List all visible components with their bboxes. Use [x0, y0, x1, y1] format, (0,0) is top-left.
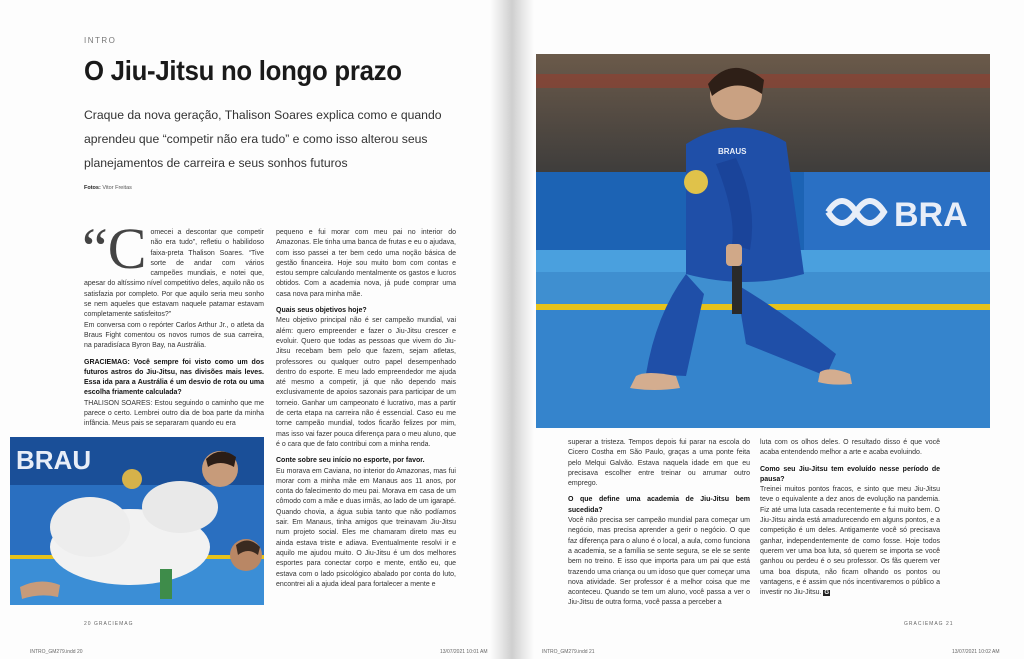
banner-text: BRAU: [16, 445, 92, 475]
paragraph: omecei a descontar que competir não era tudo”, refletiu o habilidoso faixa-preta Thalison Soares. “Tive sorte de andar com vários campeões mundiais, e notei que, apesar do altíssimo nível competitivo deles, aquilo não os satisfazia por completo. Por que aquilo seria meu sonho se nem aqueles que estavam naquele patamar estavam completamente satisfeitos?”: [84, 229, 264, 319]
answer: THALISON SOARES: Estou seguindo o caminho que me parece o certo. Lembrei outro dia de boa parte da minha infância. Meus pais se separaram quando eu era: [84, 399, 264, 428]
answer: Meu objetivo principal não é ser campeão mundial, vai além: quero empreender e fazer o Jiu-Jitsu crescer e evoluir. Quero que todas as pessoas que vivem do Jiu-Jitsu recebam bem pelo que fazem, sejam atletas, professores ou qualquer outro papel desempenhado dentro do esporte. E meu lado empreendedor me ajuda até mesmo a competir, já que não dependo mais exclusivamente de apoios sazonais para participar de um torneio. Ganhar um campeonato é lucrativo, mas a partir de certa etapa na carreira não é essencial. Caso eu me torne campeão mundial, todos ficarão felizes por mim, mas isso vai fazer pouca diferença para o meu aluno, que é o cara que de fato contribui com a minha renda.: [276, 317, 456, 448]
photo-credit-label: Fotos:: [84, 185, 101, 191]
gutter-shadow: [512, 0, 534, 659]
gutter-shadow: [490, 0, 512, 659]
deck-subtitle: Craque da nova geração, Thalison Soares explica como e quando aprendeu que “competir não era tudo” e como isso alterou seus planejamentos de carreira e seus sonhos futuros: [84, 108, 442, 170]
question: Quais seus objetivos hoje?: [276, 307, 367, 315]
banner-text: BRA: [894, 196, 968, 234]
page-folio: GRACIEMAG 21: [904, 621, 954, 627]
slug-file: INTRO_GM279.indd 21: [542, 649, 595, 655]
dropcap: “C: [82, 216, 147, 281]
answer: Você não precisa ser campeão mundial para começar um negócio, mas precisa aprender a gerir o negócio. O que faz diferença para o aluno é o local, a aula, como funciona a academia, se a família se sente segura, se ele se sente bem no treino. E isso que importa para um pai que está trazendo uma criança ou um idoso que quer começar uma nova atividade. Ser professor é a melhor coisa que me aconteceu. Quando se tem um aluno, você passa a ver o Jiu-Jitsu de outra forma, você passa a perceber a: [568, 517, 750, 607]
headline: O Jiu-Jitsu no longo prazo: [84, 55, 402, 86]
photo-athlete-kneeling: [536, 54, 990, 428]
question: Como seu Jiu-Jitsu tem evoluído nesse período de pausa?: [760, 465, 940, 483]
paragraph: pequeno e fui morar com meu pai no interior do Amazonas. Ele tinha uma banca de frutas e eu o ajudava, com isso passei a ter bem cedo uma noção básica de gestão financeira. Hoje sou muito bom com contas e estou sempre calculando mentalmente os gastos e lucros obtidos. Com a academia nova, já pude comprar uma casa nova para minha mãe.: [276, 229, 456, 298]
paragraph: luta com os olhos deles. O resultado disso é que você acaba entendendo melhor a arte e acaba evoluindo.: [760, 439, 940, 457]
slug-date: 13/07/2021 10:01 AM: [440, 649, 488, 655]
question: O que define uma academia de Jiu-Jitsu bem sucedida?: [568, 496, 750, 514]
answer: [760, 485, 940, 598]
question: Conte sobre seu início no esporte, por favor.: [276, 457, 425, 465]
gi-patch-text: BRAUS: [718, 147, 747, 156]
slug-date: 13/07/2021 10:02 AM: [952, 649, 1000, 655]
slug-file: INTRO_GM279.indd 20: [30, 649, 83, 655]
paragraph: superar a tristeza. Tempos depois fui parar na escola do Cicero Costha em São Paulo, graças a uma ponte feita pelo Melqui Galvão. Estava naquela idade em que eu precisava escolher entre treinar ou arrumar outro emprego.: [568, 439, 750, 488]
photo-credit: [84, 185, 132, 191]
answer: Eu morava em Caviana, no interior do Amazonas, mas fui morar com a minha mãe em Manaus aos 11 anos, por conta do falecimento do meu pai. Morava em casa de um cômodo com a mãe e duas irmãs, ao lado de um igarapé. Quando chovia, a água subia tanto que não podíamos sair. Em Manaus, tinha amigos que treinavam Jiu-Jitsu num projeto social. Eles me chamaram direto mas eu ainda estava triste e adiava. Eventualmente resolvi ir e aquilo me ajudou muito. O Jiu-Jitsu é um dos melhores esportes para conectar corpo e mente, então eu, que estava com o lado psicológico abalado por conta do luto, encontrei ali a ajuda ideal para fortalecer a mente e: [276, 467, 456, 588]
photo-credit-name: Vitor Freitas: [102, 185, 132, 191]
right-column-2: [760, 438, 940, 598]
athlete-photo-illustration: [536, 54, 990, 428]
paragraph: Em conversa com o repórter Carlos Arthur Jr., o atleta da Braus Fight comentou os novos rumos de sua carreira, na paradisíaca Byron Bay, na Austrália.: [84, 321, 264, 350]
page-folio: 20 GRACIEMAG: [84, 621, 134, 627]
right-page: [512, 0, 1024, 659]
left-column-1: [82, 216, 264, 430]
end-mark-icon: G: [824, 590, 830, 597]
section-tag: INTRO: [84, 36, 117, 45]
right-column-1: [568, 438, 750, 609]
answer-text: Treinei muitos pontos fracos, e sinto que meu Jiu-Jitsu teve o equivalente a dez anos de evolução na pandemia. Fiz até uma luta casada recentemente e fui muito bem. O Jiu-Jitsu ainda está amadurecendo em alguns pontos, e a competição é um deles. Antigamente você só precisava ganhar, independentemente de como fosse. Hoje todos querem ver uma boa luta, só querem se importa se você ganhou ou perdeu é o seu professor. Os fãs querem ver uma boa disputa, não ficam olhando os pontos ou vantagens, e é assim que nós incentivaremos o público a investir no Jiu-Jitsu.: [760, 486, 940, 597]
photo-grappling: [10, 437, 264, 605]
question: GRACIEMAG: Você sempre foi visto como um dos futuros astros do Jiu-Jitsu, nas divisões mais leves. Essa ida para a Austrália é um desvio de rota ou uma escolha friamente calculada?: [84, 358, 264, 397]
grappling-photo-illustration: [10, 437, 264, 605]
left-column-2: [276, 228, 456, 590]
